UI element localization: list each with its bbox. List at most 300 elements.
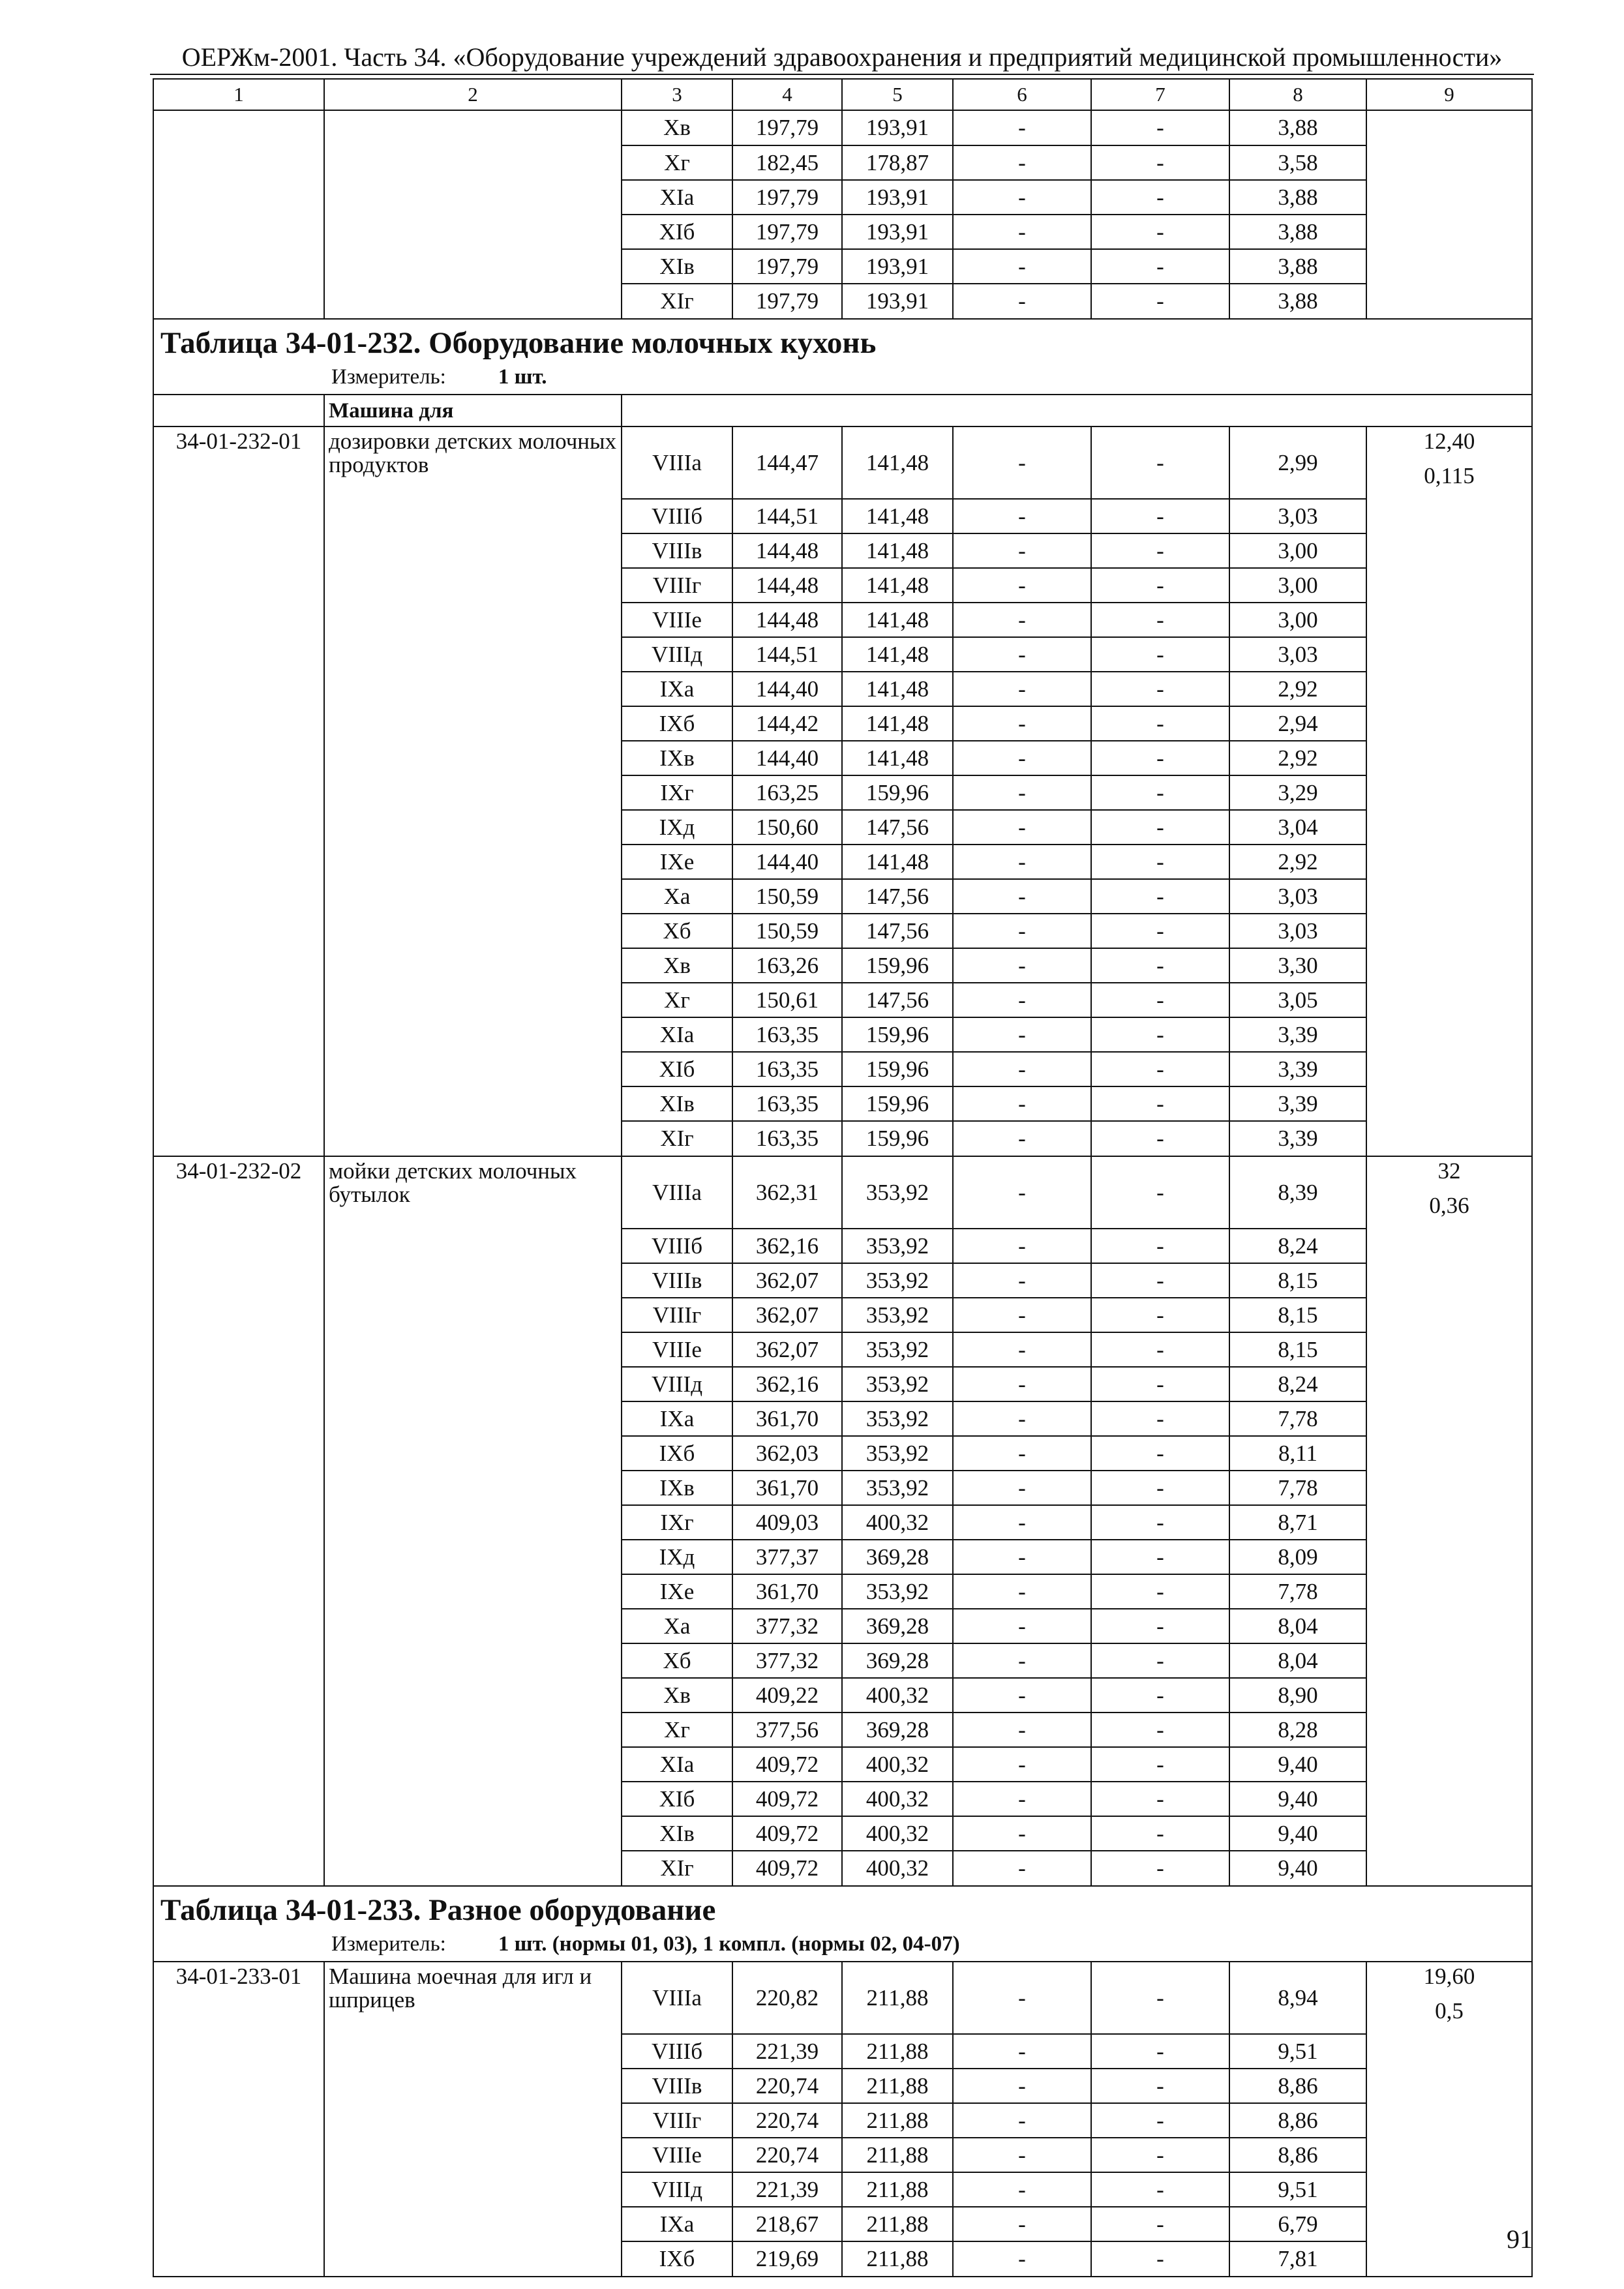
rate-code <box>153 180 324 215</box>
rate-parameters <box>1366 672 1532 706</box>
zone-code: IХб <box>622 2241 732 2277</box>
rate-parameters <box>1366 2138 1532 2172</box>
wages: 400,32 <box>842 1851 953 1886</box>
page-header: ОЕРЖм-2001. Часть 34. «Оборудование учреждений здравоохранения и предприятий медицинской промышленности» <box>181 42 1503 72</box>
table-row <box>153 1121 1532 1156</box>
machines-cost: - <box>953 426 1091 499</box>
zone-code: IХв <box>622 1471 732 1505</box>
wages: 211,88 <box>842 2069 953 2103</box>
total-cost: 362,07 <box>732 1263 842 1298</box>
rate-parameters <box>1366 1505 1532 1540</box>
total-cost: 150,60 <box>732 810 842 845</box>
materials-cost: 9,51 <box>1229 2034 1366 2069</box>
rate-parameters <box>1366 1816 1532 1851</box>
rate-description <box>324 215 622 249</box>
wages: 147,56 <box>842 914 953 948</box>
table-row <box>153 2172 1532 2207</box>
rate-code <box>153 1574 324 1609</box>
machine-hours-value: 0,36 <box>1429 1193 1469 1218</box>
wages: 353,92 <box>842 1156 953 1229</box>
zone-code: IХд <box>622 810 732 845</box>
table-row <box>153 1401 1532 1436</box>
materials-cost: 9,40 <box>1229 1816 1366 1851</box>
table-row <box>153 568 1532 603</box>
wages: 159,96 <box>842 1121 953 1156</box>
machines-cost: - <box>953 1678 1091 1713</box>
machinist-wages: - <box>1091 1298 1229 1332</box>
total-cost: 197,79 <box>732 110 842 145</box>
table-row <box>153 533 1532 568</box>
rate-parameters <box>1366 775 1532 810</box>
wages: 353,92 <box>842 1367 953 1401</box>
wages: 353,92 <box>842 1401 953 1436</box>
machines-cost: - <box>953 706 1091 741</box>
rate-parameters <box>1366 637 1532 672</box>
machinist-wages: - <box>1091 1121 1229 1156</box>
zone-code: IХб <box>622 706 732 741</box>
total-cost: 361,70 <box>732 1574 842 1609</box>
rate-parameters <box>1366 1540 1532 1574</box>
zone-code: IХа <box>622 2207 732 2241</box>
machinist-wages: - <box>1091 1229 1229 1263</box>
rate-code <box>153 284 324 319</box>
wages: 141,48 <box>842 499 953 533</box>
machinist-wages: - <box>1091 879 1229 914</box>
rate-description <box>324 1436 622 1471</box>
materials-cost: 3,88 <box>1229 180 1366 215</box>
table-row <box>153 1086 1532 1121</box>
machinist-wages: - <box>1091 1401 1229 1436</box>
wages: 159,96 <box>842 1017 953 1052</box>
machinist-wages: - <box>1091 983 1229 1017</box>
table-row <box>153 1816 1532 1851</box>
zone-code: IХд <box>622 1540 732 1574</box>
zone-code: ХIв <box>622 1816 732 1851</box>
rate-code <box>153 2103 324 2138</box>
table-title-cell <box>153 319 1532 395</box>
machinist-wages: - <box>1091 741 1229 775</box>
rate-parameters <box>1366 1678 1532 1713</box>
zone-code: ХIв <box>622 1086 732 1121</box>
zone-code: Хв <box>622 948 732 983</box>
rate-code <box>153 1401 324 1436</box>
machinist-wages: - <box>1091 284 1229 319</box>
machines-cost: - <box>953 879 1091 914</box>
page-number: 91 <box>1507 2224 1533 2254</box>
rate-code <box>153 706 324 741</box>
zone-code: Хг <box>622 1713 732 1747</box>
machinist-wages: - <box>1091 948 1229 983</box>
zone-code: VIIIб <box>622 1229 732 1263</box>
rate-parameters <box>1366 249 1532 284</box>
machines-cost: - <box>953 1643 1091 1678</box>
rate-parameters <box>1366 1574 1532 1609</box>
wages: 400,32 <box>842 1678 953 1713</box>
labor-cost-value: 19,60 <box>1423 1964 1475 1989</box>
machinist-wages: - <box>1091 706 1229 741</box>
materials-cost: 3,88 <box>1229 284 1366 319</box>
rate-code <box>153 1367 324 1401</box>
meter-label: Измеритель: <box>331 1932 446 1956</box>
column-number: 9 <box>1366 79 1532 110</box>
wages: 141,48 <box>842 845 953 879</box>
wages: 159,96 <box>842 775 953 810</box>
machinist-wages: - <box>1091 603 1229 637</box>
wages: 193,91 <box>842 249 953 284</box>
machines-cost: - <box>953 1332 1091 1367</box>
total-cost: 144,40 <box>732 672 842 706</box>
wages: 141,48 <box>842 706 953 741</box>
materials-cost: 8,71 <box>1229 1505 1366 1540</box>
rate-description <box>324 284 622 319</box>
machines-cost: - <box>953 1609 1091 1643</box>
table-row <box>153 672 1532 706</box>
wages: 141,48 <box>842 533 953 568</box>
wages: 353,92 <box>842 1298 953 1332</box>
zone-code: Хг <box>622 145 732 180</box>
table-row <box>153 1851 1532 1886</box>
materials-cost: 8,86 <box>1229 2138 1366 2172</box>
materials-cost: 3,03 <box>1229 499 1366 533</box>
rate-code <box>153 2241 324 2277</box>
rate-parameters <box>1366 1017 1532 1052</box>
machinist-wages: - <box>1091 145 1229 180</box>
machinist-wages: - <box>1091 1540 1229 1574</box>
rate-parameters <box>1366 145 1532 180</box>
zone-code: VIIIб <box>622 499 732 533</box>
rate-description <box>324 180 622 215</box>
rate-description <box>324 810 622 845</box>
table-row <box>153 2069 1532 2103</box>
wages: 211,88 <box>842 2103 953 2138</box>
materials-cost: 2,92 <box>1229 845 1366 879</box>
wages: 353,92 <box>842 1574 953 1609</box>
table-title: Таблица 34-01-233. Разное оборудование <box>160 1893 716 1927</box>
machines-cost: - <box>953 1263 1091 1298</box>
rate-code: 34-01-232-01 <box>153 426 324 499</box>
column-number: 3 <box>622 79 732 110</box>
rate-description <box>324 568 622 603</box>
total-cost: 362,31 <box>732 1156 842 1229</box>
machine-hours-value: 0,5 <box>1435 1998 1464 2024</box>
materials-cost: 3,03 <box>1229 914 1366 948</box>
materials-cost: 3,04 <box>1229 810 1366 845</box>
table-row <box>153 1298 1532 1332</box>
rate-code <box>153 1332 324 1367</box>
wages: 159,96 <box>842 1086 953 1121</box>
rate-parameters <box>1366 1962 1532 2034</box>
zone-code: IХв <box>622 741 732 775</box>
materials-cost: 3,39 <box>1229 1121 1366 1156</box>
labor-cost-value: 32 <box>1437 1158 1461 1184</box>
rate-description <box>324 2241 622 2277</box>
rate-description <box>324 1505 622 1540</box>
wages: 369,28 <box>842 1713 953 1747</box>
total-cost: 197,79 <box>732 249 842 284</box>
machines-cost: - <box>953 2207 1091 2241</box>
machinist-wages: - <box>1091 1851 1229 1886</box>
rate-description <box>324 948 622 983</box>
rate-code <box>153 672 324 706</box>
rate-parameters <box>1366 1643 1532 1678</box>
materials-cost: 8,39 <box>1229 1156 1366 1229</box>
rate-parameters <box>1366 215 1532 249</box>
rate-description <box>324 2103 622 2138</box>
wages: 211,88 <box>842 2138 953 2172</box>
wages: 369,28 <box>842 1540 953 1574</box>
machines-cost: - <box>953 1436 1091 1471</box>
zone-code: VIIIг <box>622 1298 732 1332</box>
total-cost: 144,47 <box>732 426 842 499</box>
rate-code <box>153 1609 324 1643</box>
wages: 141,48 <box>842 426 953 499</box>
rate-code <box>153 1851 324 1886</box>
meter-label: Измеритель: <box>331 365 446 389</box>
wages: 400,32 <box>842 1782 953 1816</box>
rate-description <box>324 145 622 180</box>
rate-description <box>324 775 622 810</box>
rate-code <box>153 1471 324 1505</box>
machines-cost: - <box>953 2069 1091 2103</box>
materials-cost: 2,99 <box>1229 426 1366 499</box>
zone-code: VIIIд <box>622 637 732 672</box>
machinist-wages: - <box>1091 2138 1229 2172</box>
column-number: 8 <box>1229 79 1366 110</box>
rate-description <box>324 1121 622 1156</box>
materials-cost: 9,40 <box>1229 1747 1366 1782</box>
wages: 369,28 <box>842 1609 953 1643</box>
machinist-wages: - <box>1091 1436 1229 1471</box>
rate-parameters <box>1366 499 1532 533</box>
rate-description <box>324 249 622 284</box>
rate-description <box>324 1609 622 1643</box>
rate-description <box>324 845 622 879</box>
zone-code: Хв <box>622 1678 732 1713</box>
rate-parameters <box>1366 1747 1532 1782</box>
machinist-wages: - <box>1091 1962 1229 2034</box>
rate-parameters <box>1366 2069 1532 2103</box>
zone-code: VIIIа <box>622 426 732 499</box>
table-row <box>153 1332 1532 1367</box>
total-cost: 221,39 <box>732 2034 842 2069</box>
rate-description <box>324 1229 622 1263</box>
rate-description <box>324 1263 622 1298</box>
zone-code: VIIIв <box>622 1263 732 1298</box>
machinist-wages: - <box>1091 1156 1229 1229</box>
total-cost: 362,07 <box>732 1332 842 1367</box>
rate-description <box>324 706 622 741</box>
rate-parameters <box>1366 1713 1532 1747</box>
materials-cost: 8,28 <box>1229 1713 1366 1747</box>
rate-code <box>153 1540 324 1574</box>
machinist-wages: - <box>1091 845 1229 879</box>
rate-code <box>153 2069 324 2103</box>
rate-description <box>324 741 622 775</box>
total-cost: 144,42 <box>732 706 842 741</box>
machines-cost: - <box>953 1017 1091 1052</box>
rate-description <box>324 603 622 637</box>
table-row <box>153 1052 1532 1086</box>
group-code-cell <box>153 395 324 426</box>
column-number: 2 <box>324 79 622 110</box>
wages: 141,48 <box>842 741 953 775</box>
machinist-wages: - <box>1091 637 1229 672</box>
machinist-wages: - <box>1091 426 1229 499</box>
machines-cost: - <box>953 145 1091 180</box>
zone-code: ХIа <box>622 1017 732 1052</box>
zone-code: ХIв <box>622 249 732 284</box>
table-title-row <box>153 1886 1532 1962</box>
total-cost: 409,22 <box>732 1678 842 1713</box>
table-row <box>153 1574 1532 1609</box>
machinist-wages: - <box>1091 110 1229 145</box>
rate-description <box>324 1816 622 1851</box>
rate-description <box>324 1298 622 1332</box>
zone-code: ХIг <box>622 1851 732 1886</box>
machines-cost: - <box>953 2241 1091 2277</box>
machinist-wages: - <box>1091 1086 1229 1121</box>
total-cost: 220,74 <box>732 2069 842 2103</box>
machines-cost: - <box>953 249 1091 284</box>
materials-cost: 3,88 <box>1229 249 1366 284</box>
table-title: Таблица 34-01-232. Оборудование молочных кухонь <box>160 326 877 360</box>
zone-code: VIIIв <box>622 2069 732 2103</box>
total-cost: 144,48 <box>732 603 842 637</box>
zone-code: VIIIа <box>622 1962 732 2034</box>
meter-value: 1 шт. (нормы 01, 03), 1 компл. (нормы 02, 04-07) <box>498 1932 960 1956</box>
materials-cost: 8,04 <box>1229 1609 1366 1643</box>
rate-code <box>153 1713 324 1747</box>
materials-cost: 3,88 <box>1229 110 1366 145</box>
table-row <box>153 948 1532 983</box>
rate-code <box>153 1298 324 1332</box>
table-row <box>153 706 1532 741</box>
rate-code <box>153 2138 324 2172</box>
rate-parameters <box>1366 741 1532 775</box>
rate-parameters <box>1366 1436 1532 1471</box>
total-cost: 362,16 <box>732 1367 842 1401</box>
rate-code <box>153 983 324 1017</box>
rate-parameters <box>1366 983 1532 1017</box>
machines-cost: - <box>953 672 1091 706</box>
machinist-wages: - <box>1091 1332 1229 1367</box>
rate-code <box>153 2034 324 2069</box>
table-title-row <box>153 319 1532 395</box>
total-cost: 150,59 <box>732 879 842 914</box>
materials-cost: 8,04 <box>1229 1643 1366 1678</box>
table-row <box>153 180 1532 215</box>
rate-parameters <box>1366 1156 1532 1229</box>
table-row <box>153 1609 1532 1643</box>
rate-code <box>153 603 324 637</box>
total-cost: 150,59 <box>732 914 842 948</box>
zone-code: Ха <box>622 879 732 914</box>
total-cost: 219,69 <box>732 2241 842 2277</box>
wages: 400,32 <box>842 1747 953 1782</box>
materials-cost: 3,29 <box>1229 775 1366 810</box>
materials-cost: 8,94 <box>1229 1962 1366 2034</box>
rate-parameters <box>1366 1121 1532 1156</box>
labor-cost-value: 12,40 <box>1423 428 1475 454</box>
rate-description: мойки детских молочных бутылок <box>324 1156 622 1229</box>
zone-code: IХе <box>622 845 732 879</box>
total-cost: 409,03 <box>732 1505 842 1540</box>
zone-code: VIIIв <box>622 533 732 568</box>
zone-code: VIIIб <box>622 2034 732 2069</box>
wages: 178,87 <box>842 145 953 180</box>
total-cost: 197,79 <box>732 180 842 215</box>
total-cost: 220,74 <box>732 2138 842 2172</box>
table-row <box>153 1505 1532 1540</box>
rate-description <box>324 1540 622 1574</box>
table-row <box>153 845 1532 879</box>
machinist-wages: - <box>1091 1747 1229 1782</box>
machinist-wages: - <box>1091 914 1229 948</box>
table-row <box>153 145 1532 180</box>
rate-description <box>324 533 622 568</box>
wages: 141,48 <box>842 568 953 603</box>
rate-description <box>324 914 622 948</box>
materials-cost: 2,94 <box>1229 706 1366 741</box>
wages: 353,92 <box>842 1229 953 1263</box>
machines-cost: - <box>953 1086 1091 1121</box>
zone-code: Хб <box>622 914 732 948</box>
zone-code: ХIб <box>622 1052 732 1086</box>
total-cost: 409,72 <box>732 1782 842 1816</box>
rate-parameters <box>1366 1609 1532 1643</box>
zone-code: VIIIг <box>622 568 732 603</box>
rate-description: Машина моечная для игл и шприцев <box>324 1962 622 2034</box>
machinist-wages: - <box>1091 180 1229 215</box>
wages: 141,48 <box>842 672 953 706</box>
rate-code <box>153 1505 324 1540</box>
rate-parameters <box>1366 110 1532 145</box>
rate-code <box>153 845 324 879</box>
table-row <box>153 1436 1532 1471</box>
rate-code <box>153 1017 324 1052</box>
rate-description <box>324 1471 622 1505</box>
materials-cost: 3,00 <box>1229 603 1366 637</box>
machinist-wages: - <box>1091 2207 1229 2241</box>
wages: 211,88 <box>842 2172 953 2207</box>
machinist-wages: - <box>1091 2034 1229 2069</box>
total-cost: 362,07 <box>732 1298 842 1332</box>
rate-code <box>153 775 324 810</box>
wages: 193,91 <box>842 284 953 319</box>
table-row <box>153 110 1532 145</box>
machines-cost: - <box>953 1121 1091 1156</box>
machinist-wages: - <box>1091 249 1229 284</box>
machines-cost: - <box>953 1471 1091 1505</box>
materials-cost: 7,78 <box>1229 1401 1366 1436</box>
wages: 369,28 <box>842 1643 953 1678</box>
rates-table-body <box>153 79 1532 2277</box>
materials-cost: 3,88 <box>1229 215 1366 249</box>
machinist-wages: - <box>1091 1263 1229 1298</box>
zone-code: IХг <box>622 775 732 810</box>
machines-cost: - <box>953 1298 1091 1332</box>
table-row <box>153 741 1532 775</box>
materials-cost: 2,92 <box>1229 741 1366 775</box>
table-title-cell <box>153 1886 1532 1962</box>
rate-description: дозировки детских молочных продуктов <box>324 426 622 499</box>
machines-cost: - <box>953 568 1091 603</box>
machines-cost: - <box>953 1747 1091 1782</box>
table-row <box>153 810 1532 845</box>
total-cost: 409,72 <box>732 1747 842 1782</box>
total-cost: 409,72 <box>732 1816 842 1851</box>
zone-code: VIIIд <box>622 2172 732 2207</box>
